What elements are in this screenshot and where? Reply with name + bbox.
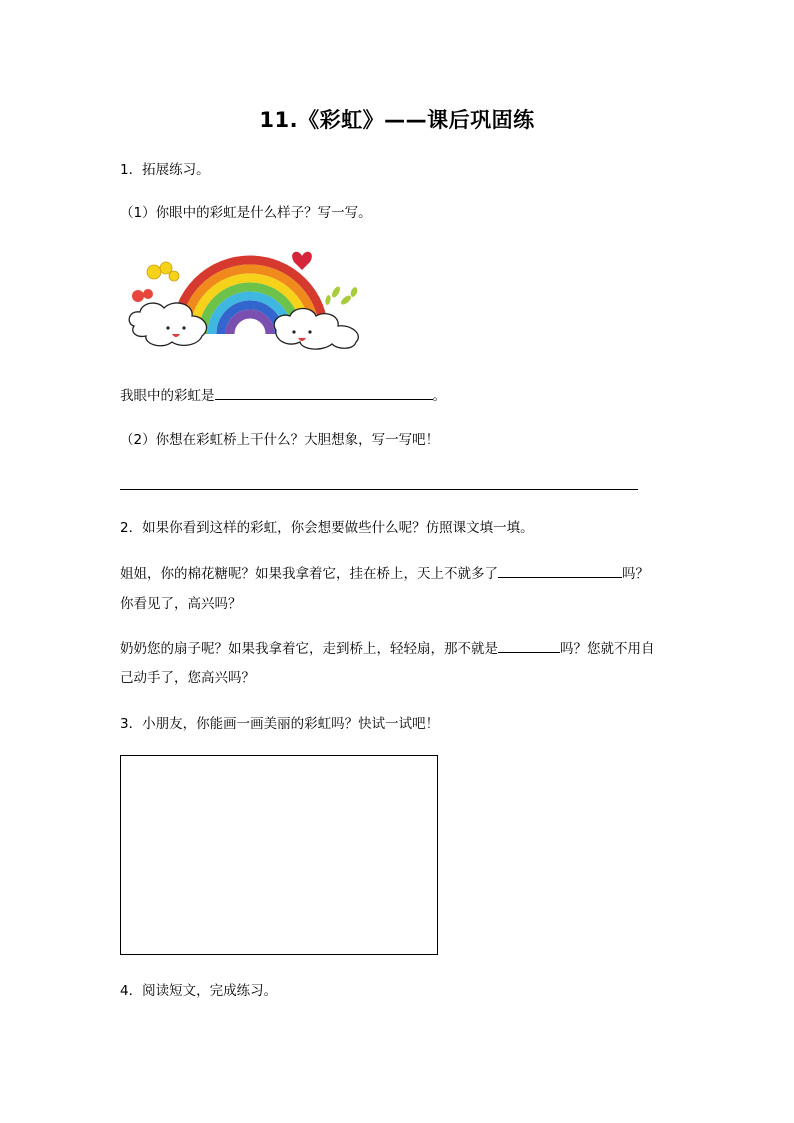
page-title: 11.《彩虹》——课后巩固练 <box>259 108 535 132</box>
paragraph-2-text-a: 奶奶您的扇子呢？如果我拿着它，走到桥上，轻轻扇，那不就是 <box>120 641 498 657</box>
drawing-box[interactable] <box>120 755 438 955</box>
fill-blank[interactable] <box>215 385 433 400</box>
question-1-sub-1: （1）你眼中的彩虹是什么样子？写一写。 <box>120 205 372 221</box>
paragraph-2-text-b: 吗？您就不用自 <box>560 641 655 657</box>
question-3-heading: 3．小朋友，你能画一画美丽的彩虹吗？快试一试吧！ <box>120 716 440 732</box>
flower-icon <box>132 262 179 302</box>
rainbow-illustration <box>124 244 370 356</box>
answer-underline[interactable] <box>120 489 638 490</box>
question-2-paragraph-1 <box>120 563 649 584</box>
question-1-sub-2: （2）你想在彩虹桥上干什么？大胆想象，写一写吧！ <box>120 432 440 448</box>
answer-line-prefix: 我眼中的彩虹是 <box>120 388 215 404</box>
question-2-paragraph-2 <box>120 638 655 659</box>
question-2-heading: 2．如果你看到这样的彩虹，你会想要做些什么呢？仿照课文填一填。 <box>120 520 534 536</box>
question-1-heading: 1．拓展练习。 <box>120 162 210 178</box>
fill-blank[interactable] <box>498 638 560 653</box>
fill-blank[interactable] <box>498 563 622 578</box>
answer-line-rainbow <box>120 385 446 406</box>
answer-line-suffix: 。 <box>432 388 446 404</box>
question-2-paragraph-2-cont: 己动手了，您高兴吗？ <box>120 670 255 686</box>
heart-icon <box>292 252 312 270</box>
paragraph-1-text-a: 姐姐，你的棉花糖呢？如果我拿着它，挂在桥上，天上不就多了 <box>120 566 498 582</box>
question-4-heading: 4．阅读短文，完成练习。 <box>120 983 278 999</box>
question-2-paragraph-1-cont: 你看见了，高兴吗？ <box>120 596 242 612</box>
paragraph-1-text-b: 吗？ <box>622 566 649 582</box>
